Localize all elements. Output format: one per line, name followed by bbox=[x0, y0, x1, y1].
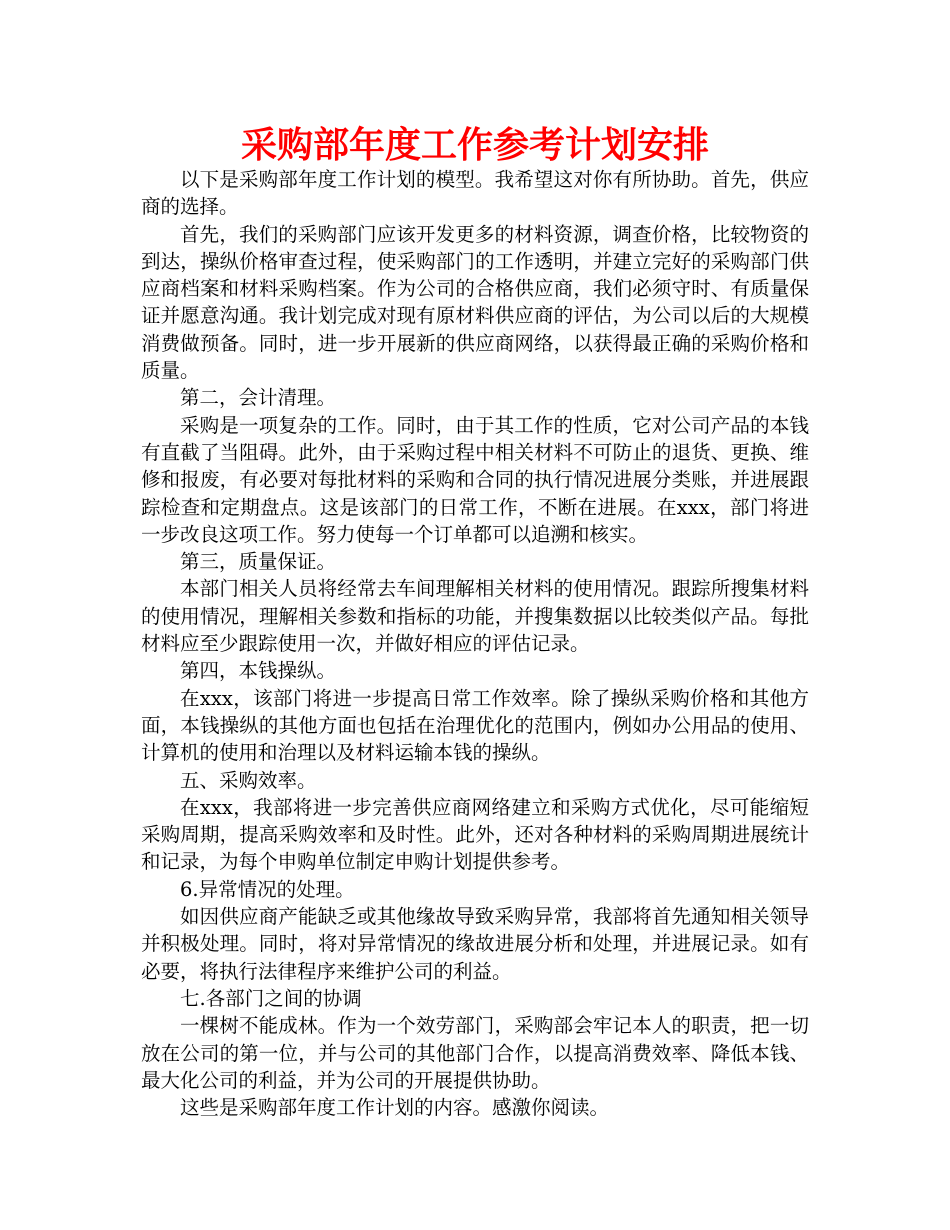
section-heading-efficiency: 五、采购效率。 bbox=[180, 768, 317, 792]
paragraph-coordination: 一棵树不能成林。作为一个效劳部门，采购部会牢记本人的职责，把一切放在公司的第一位，并与公司的其他部门合作，以提高消费效率、降低本钱、最大化公司的利益，并为公司的开展提供协助。 bbox=[141, 1014, 809, 1092]
section-heading-exceptions: 6.异常情况的处理。 bbox=[180, 877, 355, 901]
paragraph-accounting: 采购是一项复杂的工作。同时，由于其工作的性质，它对公司产品的本钱有直截了当阻碍。此外，由于采购过程中相关材料不可防止的退货、更换、维修和报废，有必要对每批材料的采购和合同的执行情况进展分类账，并进展跟踪检查和定期盘点。这是该部门的日常工作，不断在进展。在xxx，部门将进一步改良这项工作。努力使每一个订单都可以追溯和核实。 bbox=[141, 413, 809, 546]
paragraph-closing: 这些是采购部年度工作计划的内容。感激你阅读。 bbox=[180, 1096, 610, 1120]
paragraph-supplier-selection: 首先，我们的采购部门应该开发更多的材料资源，调查价格，比较物资的到达，操纵价格审查过程，使采购部门的工作透明，并建立完好的采购部门供应商档案和材料采购档案。作为公司的合格供应商，我们必须守时、有质量保证并愿意沟通。我计划完成对现有原材料供应商的评估，为公司以后的大规模消费做预备。同时，进一步开展新的供应商网络，以获得最正确的采购价格和质量。 bbox=[141, 222, 809, 383]
document-title: 采购部年度工作参考计划安排 bbox=[240, 125, 709, 166]
paragraph-intro: 以下是采购部年度工作计划的模型。我希望这对你有所协助。首先，供应商的选择。 bbox=[141, 168, 809, 219]
paragraph-cost: 在xxx，该部门将进一步提高日常工作效率。除了操纵采购价格和其他方面，本钱操纵的其他方面也包括在治理优化的范围内，例如办公用品的使用、计算机的使用和治理以及材料运输本钱的操纵。 bbox=[141, 686, 809, 765]
section-heading-cost: 第四，本钱操纵。 bbox=[180, 659, 337, 683]
section-heading-accounting: 第二，会计清理。 bbox=[180, 386, 337, 410]
paragraph-efficiency: 在xxx，我部将进一步完善供应商网络建立和采购方式优化，尽可能缩短采购周期，提高采购效率和及时性。此外，还对各种材料的采购周期进展统计和记录，为每个申购单位制定申购计划提供参考。 bbox=[141, 795, 809, 874]
paragraph-quality: 本部门相关人员将经常去车间理解相关材料的使用情况。跟踪所搜集材料的使用情况，理解相关参数和指标的功能，并搜集数据以比较类似产品。每批材料应至少跟踪使用一次，并做好相应的评估记录。 bbox=[141, 577, 809, 656]
section-heading-quality: 第三，质量保证。 bbox=[180, 550, 337, 574]
document-body bbox=[141, 166, 809, 1121]
paragraph-exceptions: 如因供应商产能缺乏或其他缘故导致采购异常，我部将首先通知相关领导并积极处理。同时，将对异常情况的缘故进展分析和处理，并进展记录。如有必要，将执行法律程序来维护公司的利益。 bbox=[141, 905, 809, 983]
section-heading-coordination: 七.各部门之间的协调 bbox=[180, 986, 362, 1010]
